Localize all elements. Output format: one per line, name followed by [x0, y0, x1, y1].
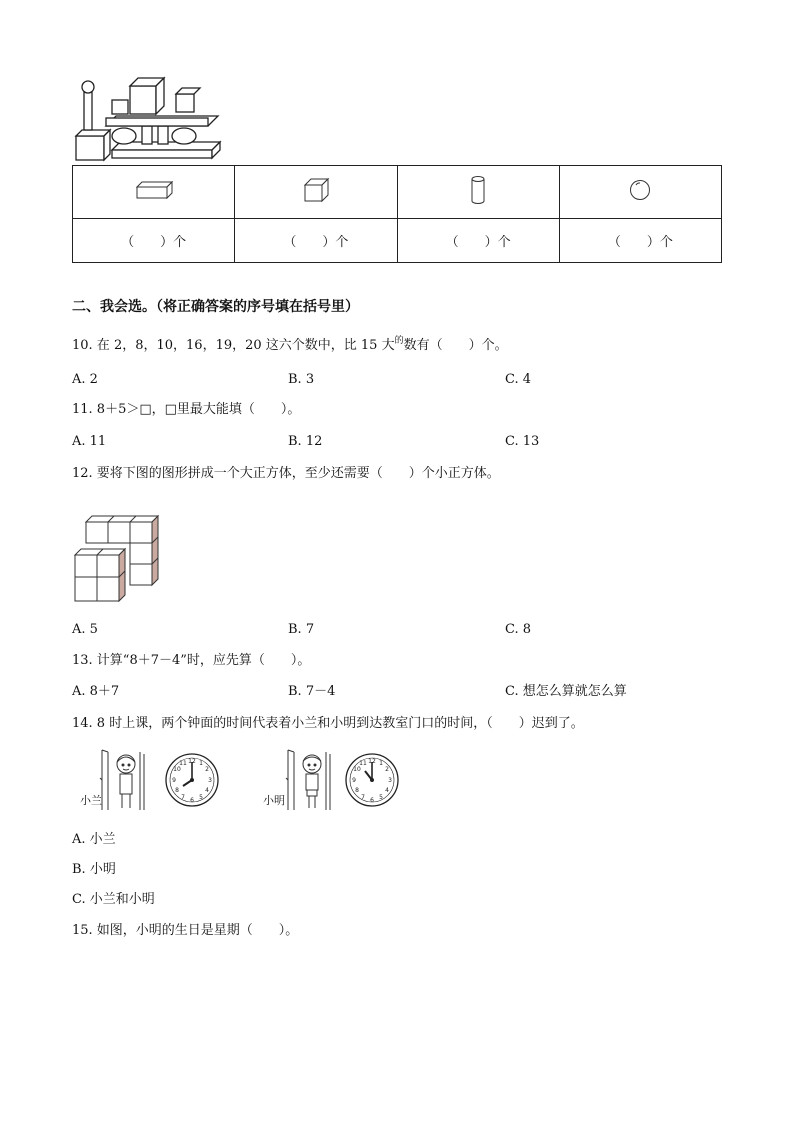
q10-option-c[interactable]: C. 4 — [505, 372, 532, 387]
cuboid-icon — [134, 179, 174, 201]
q11-option-a[interactable]: A. 11 — [72, 434, 107, 449]
cube-answer[interactable]: （ ）个 — [235, 219, 397, 263]
cube-icon — [301, 177, 331, 203]
svg-text:11: 11 — [359, 760, 367, 767]
question-12: 12. 要将下图的图形拼成一个大正方体，至少还需要（ ）个小正方体。 — [72, 466, 500, 481]
svg-text:6: 6 — [370, 797, 374, 804]
sphere-icon — [627, 177, 653, 203]
q11-option-b[interactable]: B. 12 — [288, 434, 323, 449]
svg-text:10: 10 — [173, 766, 181, 773]
q12-option-a[interactable]: A. 5 — [72, 622, 98, 637]
cube-stack-figure — [72, 513, 164, 605]
svg-text:4: 4 — [385, 787, 389, 794]
svg-text:6: 6 — [190, 797, 194, 804]
q12-option-b[interactable]: B. 7 — [288, 622, 315, 637]
question-10 — [72, 337, 508, 356]
svg-text:3: 3 — [208, 777, 212, 784]
q11-option-c[interactable]: C. 13 — [505, 434, 540, 449]
q12-option-c[interactable]: C. 8 — [505, 622, 532, 637]
blocks-illustration — [72, 68, 232, 164]
svg-text:5: 5 — [379, 794, 383, 801]
q14-option-a[interactable]: A. 小兰 — [72, 832, 116, 847]
cuboid-answer[interactable]: （ ）个 — [73, 219, 235, 263]
q13-option-c[interactable]: C. 想怎么算就怎么算 — [505, 684, 627, 699]
q10-text-before: 10. 在 2，8，10，16，19，20 这六个数中，比 15 大 — [72, 338, 395, 353]
svg-text:2: 2 — [205, 766, 209, 773]
svg-text:11: 11 — [179, 760, 187, 767]
svg-text:7: 7 — [361, 794, 365, 801]
question-14: 14. 8 时上课，两个钟面的时间代表着小兰和小明到达教室门口的时间，（ ）迟到了。 — [72, 716, 584, 731]
q10-option-a[interactable]: A. 2 — [72, 372, 98, 387]
svg-text:12: 12 — [188, 758, 196, 765]
sphere-cell — [559, 166, 721, 219]
svg-text:12: 12 — [368, 758, 376, 765]
svg-text:7: 7 — [181, 794, 185, 801]
question-15: 15. 如图，小明的生日是星期（ ）。 — [72, 923, 299, 938]
xiaolan-figure — [74, 748, 224, 814]
q14-option-b[interactable]: B. 小明 — [72, 862, 116, 877]
q10-text-after: 数有（ ）个。 — [403, 338, 508, 353]
svg-text:4: 4 — [205, 787, 209, 794]
shapes-count-table — [72, 165, 722, 263]
xiaolan-clock-icon — [164, 752, 220, 808]
section-title: 二、我会选。（将正确答案的序号填在括号里） — [72, 299, 359, 315]
q13-option-a[interactable]: A. 8＋7 — [72, 684, 120, 699]
cylinder-cell — [397, 166, 559, 219]
cube-cell — [235, 166, 397, 219]
cuboid-cell — [73, 166, 235, 219]
q10-option-b[interactable]: B. 3 — [288, 372, 315, 387]
svg-text:8: 8 — [355, 787, 359, 794]
svg-text:3: 3 — [388, 777, 392, 784]
q10-text-sup: 的 — [394, 336, 404, 346]
sphere-answer[interactable]: （ ）个 — [559, 219, 721, 263]
xiaoming-label: 小明 — [263, 794, 285, 807]
svg-text:1: 1 — [379, 760, 383, 767]
svg-text:2: 2 — [385, 766, 389, 773]
svg-text:8: 8 — [175, 787, 179, 794]
svg-text:9: 9 — [172, 777, 176, 784]
boy-at-door-icon — [282, 748, 342, 812]
girl-at-door-icon — [96, 748, 156, 812]
xiaoming-clock-icon — [344, 752, 400, 808]
question-13: 13. 计算“8＋7－4”时，应先算（ ）。 — [72, 653, 311, 668]
q13-option-b[interactable]: B. 7－4 — [288, 684, 336, 699]
xiaoming-figure — [260, 748, 410, 814]
q14-option-c[interactable]: C. 小兰和小明 — [72, 892, 155, 907]
xiaolan-label: 小兰 — [80, 794, 102, 807]
question-11: 11. 8＋5＞□，□里最大能填（ ）。 — [72, 402, 301, 417]
svg-text:9: 9 — [352, 777, 356, 784]
svg-text:5: 5 — [199, 794, 203, 801]
svg-text:10: 10 — [353, 766, 361, 773]
cylinder-answer[interactable]: （ ）个 — [397, 219, 559, 263]
svg-text:1: 1 — [199, 760, 203, 767]
cylinder-icon — [468, 174, 488, 206]
